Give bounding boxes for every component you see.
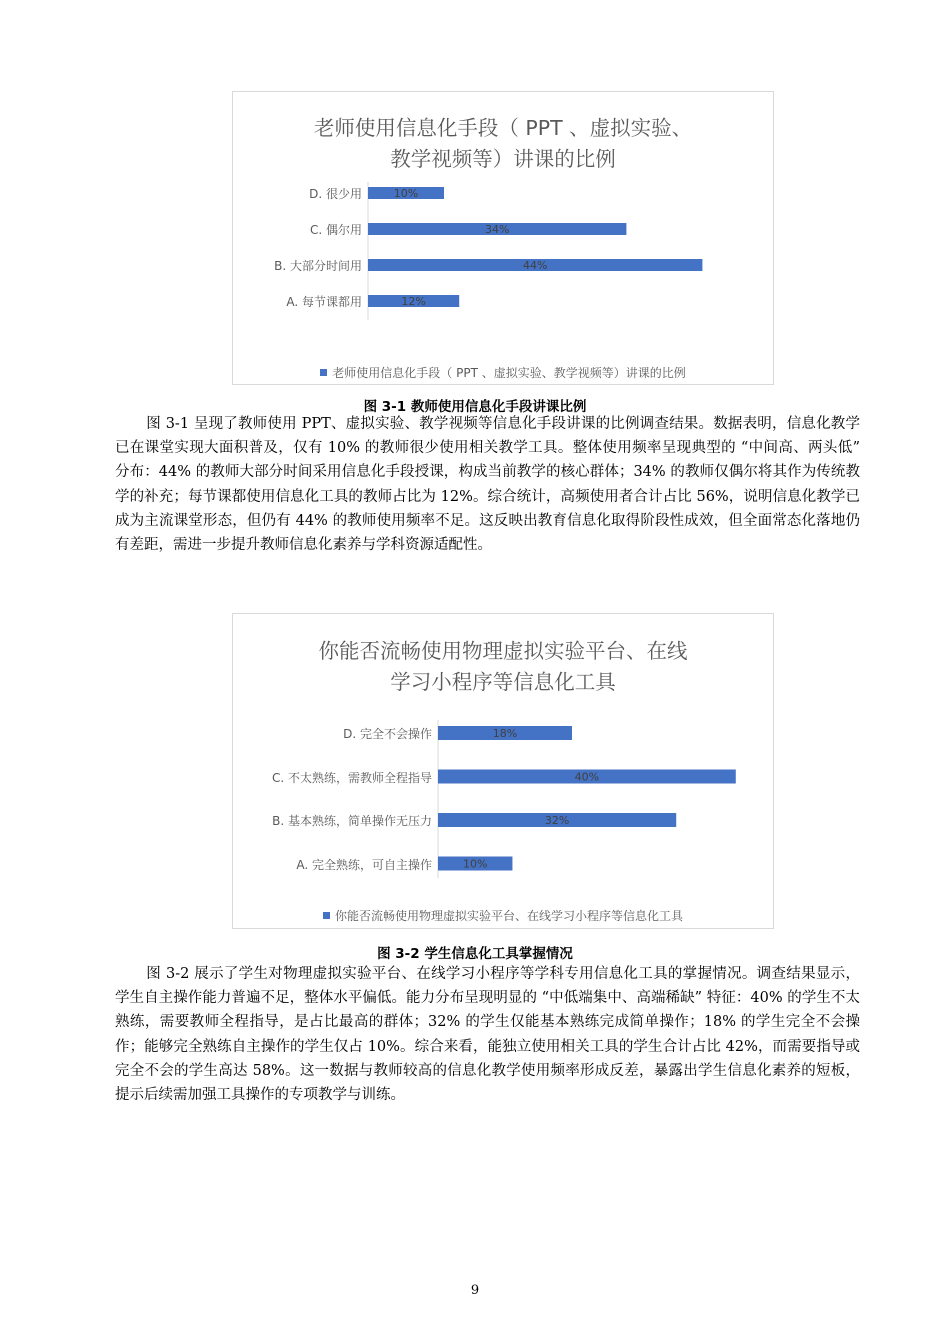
chart-2-container xyxy=(232,613,774,929)
chart-2-legend-label: 你能否流畅使用物理虚拟实验平台、在线学习小程序等信息化工具 xyxy=(334,909,683,923)
chart-1-category-label: B. 大部分时间用 xyxy=(274,259,362,273)
legend-swatch xyxy=(323,912,330,919)
chart-2-category-label: D. 完全不会操作 xyxy=(343,727,432,741)
chart-1-data-label: 44% xyxy=(522,259,548,272)
chart-2-category-label: B. 基本熟练，简单操作无压力 xyxy=(272,814,432,828)
chart-2-category-label: A. 完全熟练，可自主操作 xyxy=(296,857,432,872)
chart-1-legend xyxy=(233,364,773,381)
chart-2-data-label: 18% xyxy=(492,727,518,740)
chart-1-title-line2: 教学视频等）讲课的比例 xyxy=(390,147,616,171)
chart-1-category-label: C. 偶尔用 xyxy=(309,223,362,237)
legend-swatch xyxy=(320,369,327,376)
chart-1-data-label: 12% xyxy=(401,295,426,308)
chart-2-title-line2: 学习小程序等信息化工具 xyxy=(390,670,616,694)
paragraph-2 xyxy=(115,962,860,1107)
figure-2-caption: 图 3-2 学生信息化工具掌握情况 xyxy=(377,946,573,962)
figure-1-caption: 图 3-1 教师使用信息化手段讲课比例 xyxy=(363,399,587,415)
chart-1-title xyxy=(233,113,773,175)
chart-2-data-label: 40% xyxy=(574,770,600,784)
chart-2-title xyxy=(233,636,773,698)
paragraph-1-text: 图 3-1 呈现了教师使用 PPT、虚拟实验、教学视频等信息化手段讲课的比例调查结果。数据表明，信息化教学已在课堂实现大面积普及，仅有 10% 的教师很少使用相关教学工具。整体使用频率呈现典型的 “中间高、两头低” 分布：44% 的教师大部分时间采用信息化手段授课，构成当前教学的核心群体；34% 的教师仅偶尔将其作为传统教学的补充；每节课都使用信息化工具的教师占比为 12%。综合统计，高频使用者合计占比 56%，说明信息化教学已成为主流课堂形态，但仍有 44% 的教师使用频率不足。这反映出教育信息化取得阶段性成效，但全面常态化落地仍有差距，需进一步提升教师信息化素养与学科资源适配性。 xyxy=(115,416,860,554)
chart-1-container xyxy=(232,91,774,385)
chart-1-legend-label: 老师使用信息化手段（ PPT 、虚拟实验、教学视频等）讲课的比例 xyxy=(332,366,686,380)
paragraph-2-text: 图 3-2 展示了学生对物理虚拟实验平台、在线学习小程序等学科专用信息化工具的掌握情况。调查结果显示，学生自主操作能力普遍不足，整体水平偏低。能力分布呈现明显的 “中低端集中、高端稀缺” 特征：40% 的学生不太熟练，需要教师全程指导，是占比最高的群体；32% 的学生仅能基本熟练完成简单操作；18% 的学生完全不会操作；能够完全熟练自主操作的学生仅占 10%。综合来看，能独立使用相关工具的学生合计占比 42%，而需要指导或完全不会的学生高达 58%。这一数据与教师较高的信息化教学使用频率形成反差，暴露出学生信息化素养的短板，提示后续需加强工具操作的专项教学与训练。 xyxy=(115,966,860,1104)
chart-2-data-label: 32% xyxy=(544,814,570,827)
chart-2-legend xyxy=(233,907,773,924)
paragraph-1 xyxy=(115,412,860,557)
chart-1-data-label: 34% xyxy=(484,223,510,236)
page-number: 9 xyxy=(470,1283,480,1298)
chart-1-title-line1: 老师使用信息化手段（ PPT 、虚拟实验、 xyxy=(313,116,693,140)
chart-1-category-label: A. 每节课都用 xyxy=(286,295,362,309)
chart-1-category-label: D. 很少用 xyxy=(309,187,362,201)
chart-2-category-label: C. 不太熟练，需教师全程指导 xyxy=(271,770,432,785)
chart-1-data-label: 10% xyxy=(393,187,419,200)
chart-2-title-line1: 你能否流畅使用物理虚拟实验平台、在线 xyxy=(318,639,688,663)
chart-2-data-label: 10% xyxy=(462,857,488,871)
